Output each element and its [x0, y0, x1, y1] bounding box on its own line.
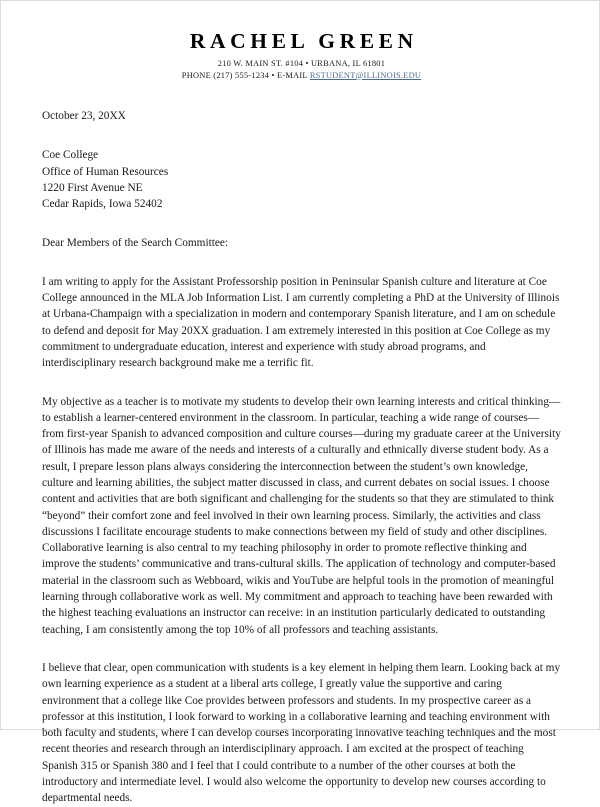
recipient-line: Coe College	[42, 149, 99, 162]
recipient-block	[42, 147, 561, 212]
sender-contact	[42, 70, 561, 82]
salutation: Dear Members of the Search Committee:	[42, 237, 229, 250]
body-paragraph: My objective as a teacher is to motivate my students to develop their own learning interests and critical thinking—to establish a learner-centered environment in the classroom. In particular, teaching a wide range of courses—from first-year Spanish to advanced composition and culture courses—during my graduate career at the University of Illinois has made me aware of the needs and interests of a culturally and ethnically diverse student body. As a result, I prepare lesson plans always considering the interconnection between the student’s own knowledge, culture and learning abilities, the subject matter discussed in class, and current debates on social issues. I choose content and activities that are both significant and challenging for the students so that they are stimulated to think “beyond” their comfort zone and feel involved in their own learning process. Similarly, the activities and class discussions I facilitate encourage students to make connections between my field of study and other disciplines. Collaborative learning is also central to my teaching philosophy in order to promote reflective thinking and improve the students’ communicative and trans-cultural skills. The application of technology and computer-based material in the classroom such as Webboard, wikis and YouTube are helpful tools in the promotion of meaningful learning through collaborative work as well. My commitment and approach to teaching have been rewarded with the highest teaching evaluations an instructor can receive: in an institution particularly dedicated to outstanding teaching, I am consistently among the top 10% of all professors and teaching assistants.	[42, 395, 561, 636]
sender-name: RACHEL GREEN	[189, 29, 418, 53]
sender-address: 210 W. MAIN ST. #104 • URBANA, IL 61801	[217, 58, 386, 68]
letter-sheet	[42, 1, 561, 807]
body-paragraph: I am writing to apply for the Assistant Professorship position in Peninsular Spanish culture and literature at Coe College announced in the MLA Job Information List. I am currently completing a PhD at the University of Illinois at Urbana-Champaign with a specialization in modern and contemporary Spanish literature, and I am on schedule to defend and deposit for May 20XX graduation. I am extremely interested in this position at Coe College as my commitment to undergraduate education, interest and experience with study abroad programs, and interdisciplinary research background make me a terrific fit.	[42, 275, 560, 370]
recipient-line: 1220 First Avenue NE	[42, 181, 143, 194]
letter-body	[42, 108, 561, 807]
letter-date: October 23, 20XX	[42, 109, 126, 122]
recipient-line: Cedar Rapids, Iowa 52402	[42, 198, 163, 211]
body-paragraph: I believe that clear, open communication with students is a key element in helping them learn. Looking back at my own learning experience as a student at a liberal arts college, I greatly value the supportive and caring environment that a college like Coe provides between professors and students. In my prospective career as a professor at this institution, I look forward to working in a collaborative learning and teaching environment with both faculty and students, where I can develop courses incorporating innovative teaching techniques and the most recent theories and research through an interdisciplinary approach. I am excited at the prospect of teaching Spanish 315 or Spanish 380 and I feel that I could contribute to a number of the other courses at both the introductory and intermediate level. I would also welcome the opportunity to develop new courses according to departmental needs.	[42, 661, 561, 805]
letterhead	[42, 1, 561, 82]
recipient-line: Office of Human Resources	[42, 165, 169, 178]
email-link[interactable]: RSTUDENT@ILLINOIS.EDU	[309, 70, 422, 80]
phone-label: PHONE (217) 555-1234 • E-MAIL	[181, 70, 310, 80]
